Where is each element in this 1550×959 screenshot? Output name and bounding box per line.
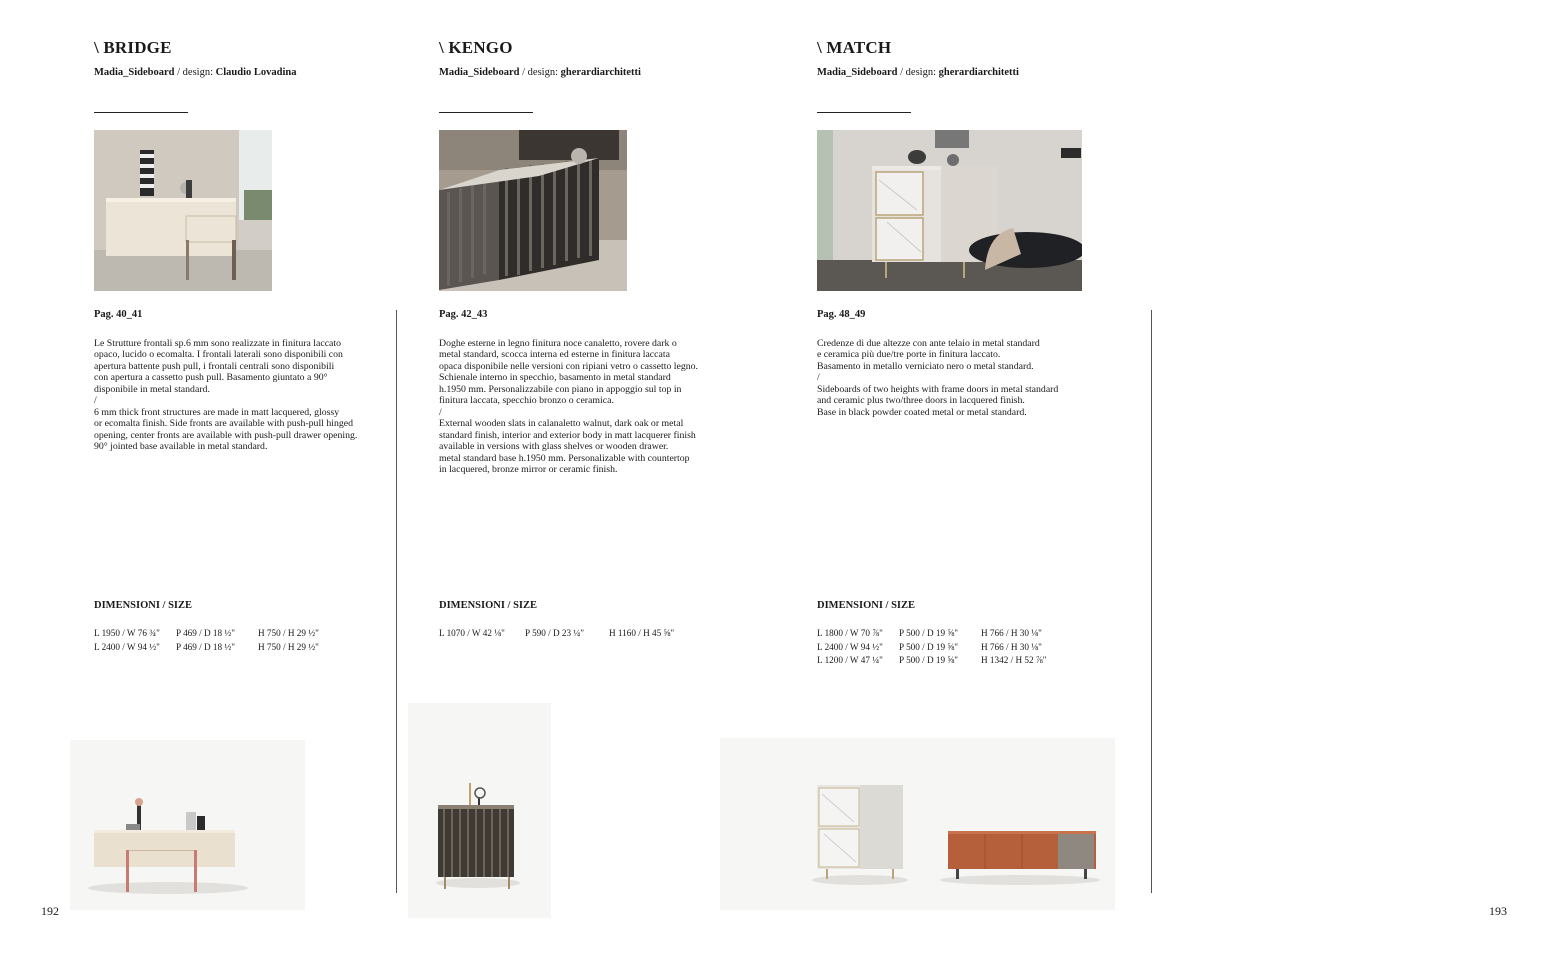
title-underline — [94, 112, 188, 113]
height-value: H 766 / H 30 ⅛" — [981, 628, 1042, 638]
product-render — [408, 703, 551, 918]
height-value: H 750 / H 29 ½" — [258, 628, 319, 638]
column-divider — [396, 310, 397, 893]
depth-value: P 469 / D 18 ½" — [176, 641, 236, 652]
depth-value: P 500 / D 19 ⅝" — [899, 628, 959, 638]
product-photo — [439, 130, 627, 291]
column-divider — [1151, 310, 1152, 893]
title-underline — [439, 112, 533, 113]
design-label: / design: — [522, 67, 559, 78]
depth-value: P 469 / D 18 ½" — [176, 628, 236, 638]
height-value: H 1342 / H 52 ⅞" — [981, 655, 1047, 666]
dimensions-heading: DIMENSIONI / SIZE — [817, 600, 916, 611]
product-render — [720, 738, 1115, 910]
product-title: \ BRIDGE — [94, 38, 172, 57]
designer-name: gherardiarchitetti — [938, 67, 1019, 78]
designer-name: Claudio Lovadina — [215, 67, 297, 78]
product-subtitle — [439, 67, 641, 78]
design-label: / design: — [177, 67, 214, 78]
product-description: Credenze di due altezze con ante telaio in metal standard e ceramica più due/tre porte in finitura laccato. Basamento in metallo verniciato nero o metal standard. / Sideboards of two heights with frame doors in metal standard and ceramic plus two/three doors in lacquered finish. Base in black powder coated metal or metal standard. — [817, 338, 1059, 418]
product-title: \ KENGO — [439, 38, 513, 57]
product-subtitle — [817, 67, 1019, 78]
design-label: / design: — [900, 67, 937, 78]
dimensions-heading: DIMENSIONI / SIZE — [439, 600, 538, 611]
page-number-right: 193 — [1489, 904, 1507, 918]
product-photo — [94, 130, 272, 291]
height-value: H 750 / H 29 ½" — [258, 641, 319, 652]
length-value: L 1800 / W 70 ⅞" — [817, 628, 883, 638]
product-photo — [817, 130, 1082, 291]
product-description: Le Strutture frontali sp.6 mm sono realizzate in finitura laccato opaco, lucido o ecomalta. I frontali laterali sono disponibili con apertura battente push pull, i frontali centrali sono disponibili con apertura a cassetto push pull. Basamento giuntato a 90° disponibile in metal standard. / 6 mm thick front structures are made in matt lacquered, glossy or ecomalta finish. Side fronts are available with push-pull hinged opening, center fronts are available with push-pull drawer opening. 90° jointed base available in metal standard. — [94, 338, 358, 453]
page-reference: Pag. 48_49 — [817, 309, 866, 320]
height-value: H 766 / H 30 ⅛" — [981, 641, 1042, 652]
length-value: L 1950 / W 76 ¾" — [94, 628, 160, 638]
length-value: L 1200 / W 47 ¼" — [817, 655, 883, 666]
depth-value: P 500 / D 19 ⅝" — [899, 641, 959, 652]
designer-name: gherardiarchitetti — [560, 67, 641, 78]
dimensions-heading: DIMENSIONI / SIZE — [94, 600, 193, 611]
product-description: Doghe esterne in legno finitura noce canaletto, rovere dark o metal standard, scocca interna ed esterne in finitura laccata opaca disponibile nelle versioni con ripiani vetro o cassetto legno. Schienale interno in specchio, basamento in metal standard h.1950 mm. Personalizzabile con piano in appoggio sul top in finitura laccata, specchio bronzo o ceramica. / External wooden slats in calanaletto walnut, dark oak or metal standard finish, interior and exterior body in matt lacquerer finish available in versions with glass shelves or wooden drawer. metal standard base h.1950 mm. Personalizable with countertop in lacquered, bronze mirror or ceramic finish. — [439, 338, 699, 475]
product-type: Madia_Sideboard — [439, 67, 520, 78]
product-title: \ MATCH — [817, 38, 892, 57]
length-value: L 2400 / W 94 ½" — [817, 641, 883, 652]
length-value: L 2400 / W 94 ½" — [94, 641, 160, 652]
title-underline — [817, 112, 911, 113]
length-value: L 1070 / W 42 ⅛" — [439, 628, 505, 638]
product-render — [70, 740, 305, 910]
page-reference: Pag. 42_43 — [439, 309, 488, 320]
depth-value: P 500 / D 19 ⅝" — [899, 655, 959, 666]
product-subtitle — [94, 67, 296, 78]
product-type: Madia_Sideboard — [817, 67, 898, 78]
page-reference: Pag. 40_41 — [94, 309, 143, 320]
product-type: Madia_Sideboard — [94, 67, 175, 78]
page-number-left: 192 — [41, 904, 59, 918]
height-value: H 1160 / H 45 ⅝" — [609, 628, 675, 638]
depth-value: P 590 / D 23 ¼" — [525, 628, 585, 638]
